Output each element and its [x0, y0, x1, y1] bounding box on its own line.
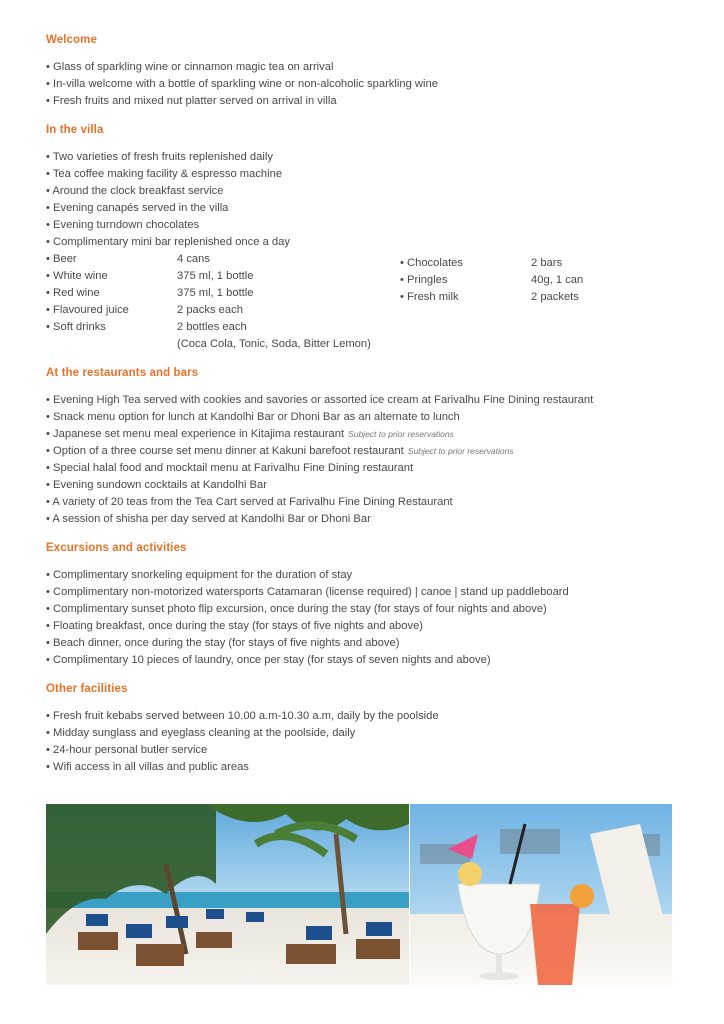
section-welcome: [46, 34, 696, 110]
minibar-row: [46, 302, 406, 319]
document-page: [46, 34, 696, 790]
list-item: • Complimentary mini bar replenished once a day: [46, 236, 290, 248]
minibar-item: • Chocolates: [400, 257, 463, 269]
list: [46, 149, 696, 251]
reservation-note: Subject to prior reservations: [348, 429, 454, 439]
minibar-row: [46, 285, 406, 302]
list-item: • Floating breakfast, once during the stay (for stays of five nights and above): [46, 620, 424, 632]
list-item: • Complimentary 10 pieces of laundry, once per stay (for stays of seven nights and above): [46, 654, 491, 666]
list-item: • Fresh fruit kebabs served between 10.00 a.m-10.30 a.m, daily by the poolside: [46, 710, 439, 722]
cocktails-illustration: [410, 804, 672, 985]
minibar-row: [400, 289, 640, 306]
section-restaurants: [46, 367, 696, 528]
minibar-qty: 2 bars: [531, 257, 563, 269]
minibar-qty: 2 packets: [531, 291, 579, 303]
minibar-row: [400, 272, 640, 289]
minibar-qty: 40g, 1 can: [531, 274, 584, 286]
minibar-qty: 375 ml, 1 bottle: [177, 270, 254, 282]
minibar-item: • White wine: [46, 270, 108, 282]
item-text: • Option of a three course set menu dinner at Kakuni barefoot restaurant: [46, 445, 404, 457]
list-item: • Complimentary non-motorized watersports Catamaran (license required) | canoe | stand up paddleboard: [46, 586, 569, 598]
list-item: • Fresh fruits and mixed nut platter served on arrival in villa: [46, 95, 337, 107]
beach-lounge-photo: [46, 804, 409, 985]
list: [46, 567, 696, 669]
list-item: • Around the clock breakfast service: [46, 185, 224, 197]
item-text: • Evening High Tea served with cookies and savories or assorted ice cream at Farivalhu Fine Dining restaurant: [46, 394, 594, 406]
list: [46, 392, 696, 528]
minibar-qty: 2 bottles each: [177, 321, 247, 333]
list-item: [46, 392, 696, 409]
list-item: • Evening canapés served in the villa: [46, 202, 229, 214]
photo-strip: [46, 804, 672, 985]
reservation-note: Subject to prior reservations: [407, 446, 514, 456]
section-title: Welcome: [46, 34, 97, 46]
beach-lounge-illustration: [46, 804, 409, 985]
list-item: [46, 460, 696, 477]
list-item: [46, 443, 696, 460]
list-item: • Two varieties of fresh fruits replenished daily: [46, 151, 273, 163]
item-text: • Evening sundown cocktails at Kandolhi Bar: [46, 479, 267, 491]
section-title: Excursions and activities: [46, 542, 187, 554]
item-text: • A variety of 20 teas from the Tea Cart served at Farivalhu Fine Dining Restaurant: [46, 496, 453, 508]
section-title: Other facilities: [46, 683, 128, 695]
minibar-item: • Beer: [46, 253, 77, 265]
list: [46, 708, 696, 776]
minibar-item: • Red wine: [46, 287, 100, 299]
minibar-qty: (Coca Cola, Tonic, Soda, Bitter Lemon): [177, 338, 371, 350]
minibar-item: • Pringles: [400, 274, 448, 286]
section-other: [46, 683, 696, 776]
minibar-row: [46, 251, 406, 268]
section-title: At the restaurants and bars: [46, 367, 199, 379]
list-item: • Midday sunglass and eyeglass cleaning at the poolside, daily: [46, 727, 356, 739]
item-text: • A session of shisha per day served at Kandolhi Bar or Dhoni Bar: [46, 513, 371, 525]
list-item: • Tea coffee making facility & espresso machine: [46, 168, 283, 180]
list-item: • Beach dinner, once during the stay (for stays of five nights and above): [46, 637, 400, 649]
cocktails-photo: [410, 804, 672, 985]
item-text: • Japanese set menu meal experience in Kitajima restaurant: [46, 428, 345, 440]
minibar-item: • Fresh milk: [400, 291, 459, 303]
minibar-row: [400, 255, 640, 272]
list-item: [46, 426, 696, 443]
section-excursions: [46, 542, 696, 669]
minibar-item: • Flavoured juice: [46, 304, 129, 316]
minibar-left-column: [46, 251, 406, 353]
list-item: [46, 477, 696, 494]
section-title: In the villa: [46, 124, 104, 136]
list-item: • Evening turndown chocolates: [46, 219, 200, 231]
minibar-qty: 375 ml, 1 bottle: [177, 287, 254, 299]
section-villa: [46, 124, 696, 353]
minibar-row: [46, 319, 406, 336]
list: [46, 59, 696, 110]
minibar-qty: 2 packs each: [177, 304, 243, 316]
minibar-item: • Soft drinks: [46, 321, 106, 333]
list-item: • Wifi access in all villas and public areas: [46, 761, 249, 773]
list-item: [46, 409, 696, 426]
list-item: • 24-hour personal butler service: [46, 744, 208, 756]
list-item: • Complimentary sunset photo flip excursion, once during the stay (for stays of four nights and above): [46, 603, 547, 615]
list-item: • Glass of sparkling wine or cinnamon magic tea on arrival: [46, 61, 334, 73]
minibar-row: [46, 336, 406, 353]
minibar-table: [46, 251, 696, 353]
item-text: • Snack menu option for lunch at Kandolhi Bar or Dhoni Bar as an alternate to lunch: [46, 411, 460, 423]
list-item: [46, 511, 696, 528]
minibar-right-column: [400, 255, 640, 306]
list-item: • In-villa welcome with a bottle of sparkling wine or non-alcoholic sparkling wine: [46, 78, 438, 90]
list-item: • Complimentary snorkeling equipment for the duration of stay: [46, 569, 353, 581]
item-text: • Special halal food and mocktail menu at Farivalhu Fine Dining restaurant: [46, 462, 414, 474]
minibar-qty: 4 cans: [177, 253, 210, 265]
list-item: [46, 494, 696, 511]
minibar-row: [46, 268, 406, 285]
